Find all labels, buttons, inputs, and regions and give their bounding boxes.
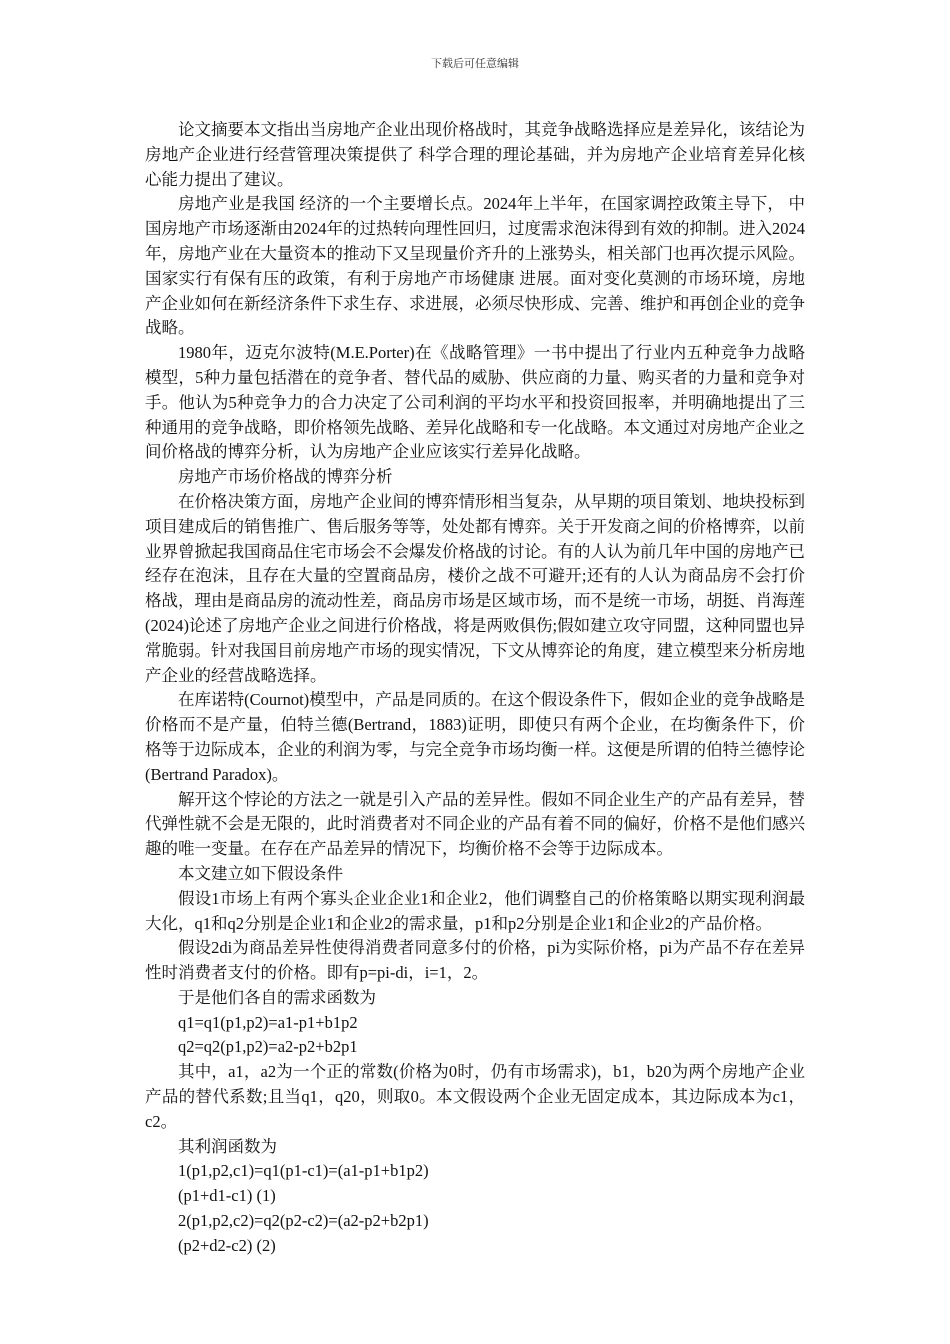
paragraph: 解开这个悖论的方法之一就是引入产品的差异性。假如不同企业生产的产品有差异，替代弹性就不会是无限的，此时消费者对不同企业的产品有着不同的偏好，价格不是他们感兴趣的唯一变量。在存在产品差异的情况下，均衡价格不会等于边际成本。 xyxy=(145,789,805,859)
formula-line: (p1+d1-c1) (1) xyxy=(178,1186,276,1206)
formula-line: (p2+d2-c2) (2) xyxy=(178,1235,276,1255)
document-body xyxy=(145,118,805,1259)
paragraph: 1980年，迈克尔波特(M.E.Porter)在《战略管理》一书中提出了行业内五种竞争力战略模型，5种力量包括潜在的竞争者、替代品的威胁、供应商的力量、购买者的力量和竞争对手。他认为5种竞争力的合力决定了公司利润的平均水平和投资回报率，并明确地提出了三种通用的竞争战略，即价格领先战略、差异化战略和专一化战略。本文通过对房地产企业之间价格战的博弈分析，认为房地产企业应该实行差异化战略。 xyxy=(145,343,805,462)
paragraph: 假设1市场上有两个寡头企业企业1和企业2，他们调整自己的价格策略以期实现利润最大化，q1和q2分别是企业1和企业2的需求量，p1和p2分别是企业1和企业2的产品价格。 xyxy=(145,888,805,933)
formula-line: 2(p1,p2,c2)=q2(p2-c2)=(a2-p2+b2p1) xyxy=(178,1211,429,1231)
formula-line: q2=q2(p1,p2)=a2-p2+b2p1 xyxy=(178,1037,358,1057)
paragraph: 在库诺特(Cournot)模型中，产品是同质的。在这个假设条件下，假如企业的竞争战略是价格而不是产量，伯特兰德(Bertrand，1883)证明，即使只有两个企业，在均衡条件下，价格等于边际成本，企业的利润为零，与完全竞争市场均衡一样。这便是所谓的伯特兰德悖论 (Bertrand Paradox)。 xyxy=(145,690,805,784)
page-header-note: 下载后可任意编辑 xyxy=(431,57,519,70)
paragraph: 在价格决策方面，房地产企业间的博弈情形相当复杂，从早期的项目策划、地块投标到项目建成后的销售推广、售后服务等等，处处都有博弈。关于开发商之间的价格博弈，以前业界曾掀起我国商品住宅市场会不会爆发价格战的讨论。有的人认为前几年中国的房地产已经存在泡沫，且存在大量的空置商品房，楼价之战不可避开;还有的人认为商品房不会打价格战，理由是商品房的流动性差，商品房市场是区域市场，而不是统一市场，胡挺、肖海莲(2024)论述了房地产企业之间进行价格战，将是两败俱伤;假如建立攻守同盟，这种同盟也异常脆弱。针对我国目前房地产市场的现实情况，下文从博弈论的角度，建立模型来分析房地产企业的经营战略选择。 xyxy=(145,491,805,685)
paragraph: 于是他们各自的需求函数为 xyxy=(178,987,376,1007)
formula-line: 1(p1,p2,c1)=q1(p1-c1)=(a1-p1+b1p2) xyxy=(178,1161,429,1181)
paragraph-abstract: 论文摘要本文指出当房地产企业出现价格战时，其竞争战略选择应是差异化，该结论为房地产企业进行经营管理决策提供了 科学合理的理论基础，并为房地产企业培育差异化核心能力提出了建议。 xyxy=(145,120,805,189)
paragraph: 假设2di为商品差异性使得消费者同意多付的价格，pi为实际价格，pi为产品不存在差异性时消费者支付的价格。即有p=pi-di，i=1，2。 xyxy=(145,938,805,983)
formula-line: q1=q1(p1,p2)=a1-p1+b1p2 xyxy=(178,1012,358,1032)
paragraph: 其利润函数为 xyxy=(178,1136,277,1156)
section-heading: 房地产市场价格战的博弈分析 xyxy=(178,467,393,487)
paragraph: 房地产业是我国 经济的一个主要增长点。2024年上半年，在国家调控政策主导下， 中国房地产市场逐渐由2024年的过热转向理性回归，过度需求泡沫得到有效的抑制。进入2024年，房地产业在大量资本的推动下又呈现量价齐升的上涨势头，相关部门也再次提示风险。国家实行有保有压的政策，有利于房地产市场健康 进展。面对变化莫测的市场环境，房地产企业如何在新经济条件下求生存、求进展，必须尽快形成、完善、维护和再创企业的竞争战略。 xyxy=(145,194,805,338)
section-heading: 本文建立如下假设条件 xyxy=(178,863,343,883)
paragraph: 其中，a1，a2为一个正的常数(价格为0时，仍有市场需求)，b1，b20为两个房地产企业产品的替代系数;且当q1，q20，则取0。本文假设两个企业无固定成本，其边际成本为c1，c2。 xyxy=(145,1062,805,1131)
